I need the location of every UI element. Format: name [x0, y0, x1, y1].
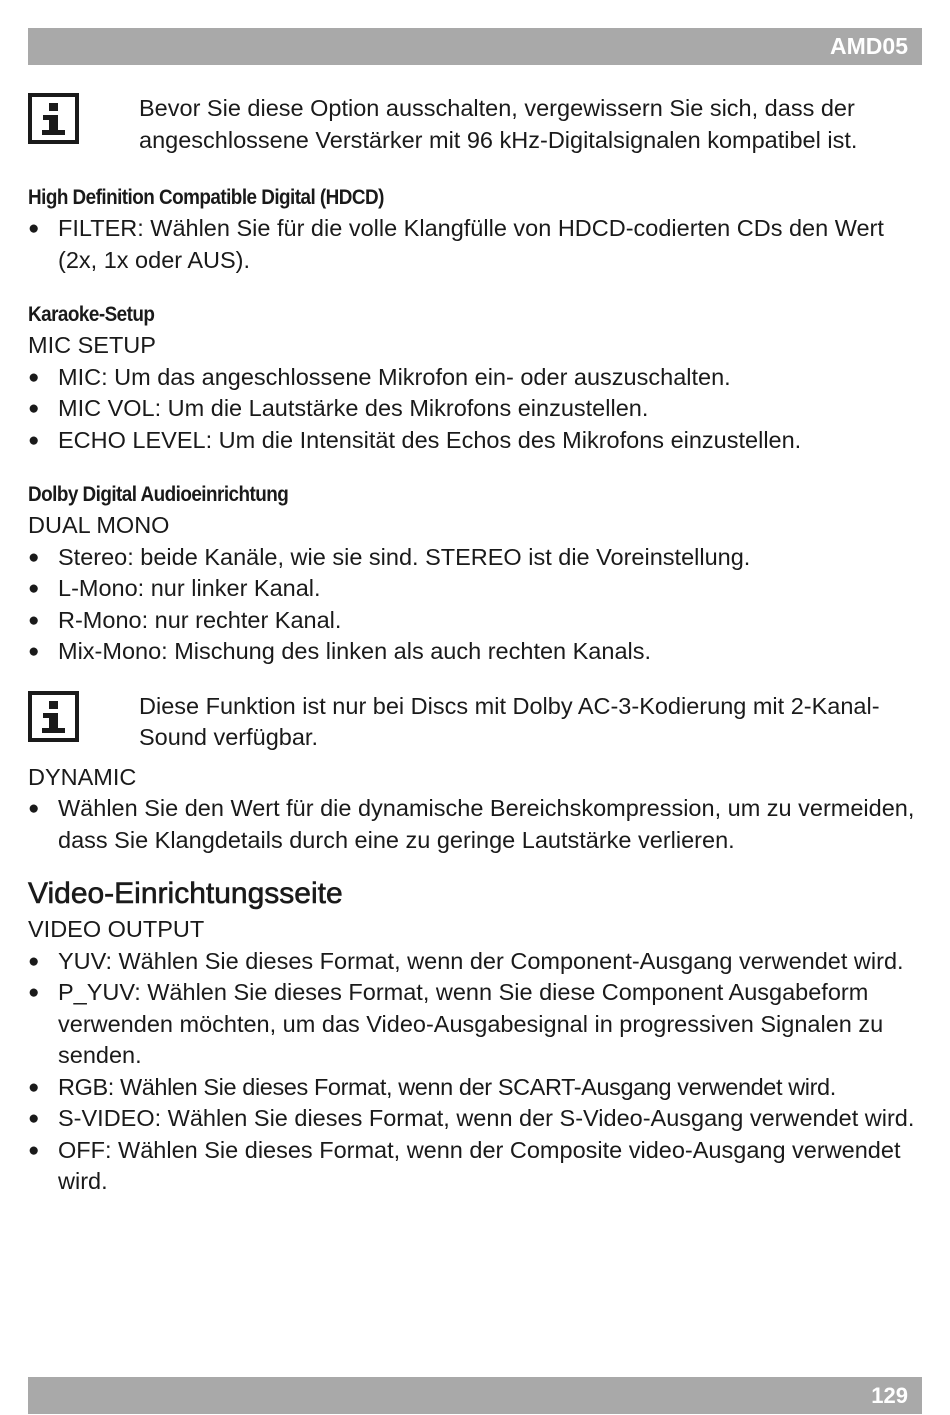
info-note-text: Bevor Sie diese Option ausschalten, vergewissern Sie sich, dass der angeschlossene Verstärker mit 96 kHz-Digitalsignalen kompatibel ist. — [139, 95, 858, 153]
dual-mono-subheading: DUAL MONO — [28, 512, 170, 538]
dynamic-list — [28, 793, 928, 856]
page-number: 129 — [871, 1383, 908, 1408]
karaoke-list — [28, 362, 928, 457]
karaoke-heading: Karaoke-Setup — [28, 303, 155, 326]
list-item: ● S-VIDEO: Wählen Sie dieses Format, wenn der S-Video-Ausgang verwendet wird. — [28, 1103, 928, 1135]
list-item: ● P_YUV: Wählen Sie dieses Format, wenn Sie diese Component Ausgabeform verwenden möchten, um das Video-Ausgabesignal in progressiven Signalen zu senden. — [28, 977, 928, 1072]
video-heading: Video-Einrichtungsseite — [28, 877, 343, 910]
hdcd-heading: High Definition Compatible Digital (HDCD) — [28, 186, 384, 209]
model-label: AMD05 — [830, 33, 908, 59]
info-note — [28, 691, 928, 754]
hdcd-list — [28, 213, 928, 276]
header-bar — [28, 28, 922, 65]
list-item: ● OFF: Wählen Sie dieses Format, wenn der Composite video-Ausgang verwendet wird. — [28, 1135, 928, 1198]
footer-bar — [28, 1377, 922, 1414]
mic-setup-subheading: MIC SETUP — [28, 332, 156, 358]
dolby-list — [28, 542, 928, 668]
video-list — [28, 946, 928, 1198]
list-item: ● R-Mono: nur rechter Kanal. — [28, 605, 928, 637]
list-item: ● MIC: Um das angeschlossene Mikrofon ein- oder auszuschalten. — [28, 362, 928, 394]
list-item: ● YUV: Wählen Sie dieses Format, wenn der Component-Ausgang verwendet wird. — [28, 946, 928, 978]
dolby-heading: Dolby Digital Audioeinrichtung — [28, 483, 289, 506]
video-output-subheading: VIDEO OUTPUT — [28, 916, 205, 942]
info-note-text: Diese Funktion ist nur bei Discs mit Dolby AC-3-Kodierung mit 2-Kanal-Sound verfügbar. — [139, 692, 880, 750]
page-content — [28, 95, 928, 1198]
list-item: ● RGB: Wählen Sie dieses Format, wenn der SCART-Ausgang verwendet wird. — [28, 1072, 928, 1104]
list-item: ● L-Mono: nur linker Kanal. — [28, 573, 928, 605]
list-item: ● FILTER: Wählen Sie für die volle Klangfülle von HDCD-codierten CDs den Wert (2x, 1x oder AUS). — [28, 213, 928, 276]
list-item: ● ECHO LEVEL: Um die Intensität des Echos des Mikrofons einzustellen. — [28, 425, 928, 457]
list-item: ● MIC VOL: Um die Lautstärke des Mikrofons einzustellen. — [28, 393, 928, 425]
list-item: ● Mix-Mono: Mischung des linken als auch rechten Kanals. — [28, 636, 928, 668]
info-icon — [28, 691, 79, 742]
info-note — [28, 93, 928, 156]
list-item: ● Stereo: beide Kanäle, wie sie sind. STEREO ist die Voreinstellung. — [28, 542, 928, 574]
dynamic-subheading: DYNAMIC — [28, 763, 137, 790]
list-item: ● Wählen Sie den Wert für die dynamische Bereichskompression, um zu vermeiden, dass Sie Klangdetails durch eine zu geringe Lautstärke verlieren. — [28, 793, 928, 856]
info-icon — [28, 93, 79, 144]
